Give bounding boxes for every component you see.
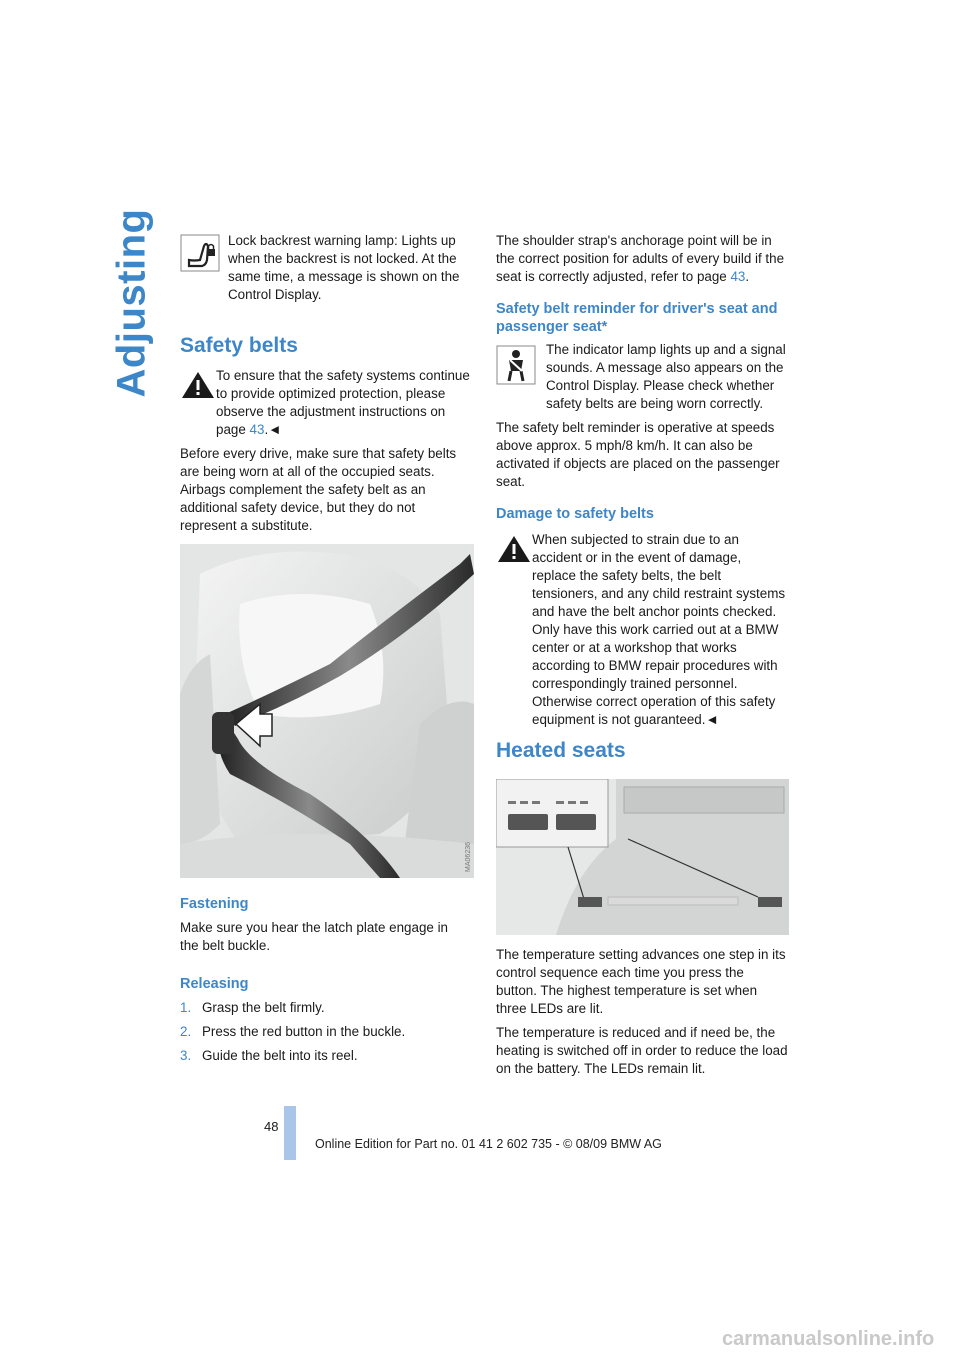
- safety-belts-heading: Safety belts: [180, 334, 298, 357]
- page-link-43[interactable]: 43: [730, 269, 746, 284]
- anchorage-paragraph: The shoulder strap's anchorage point will be in the correct position for adults of every build if the seat is correctly adjusted, refer to page 43.: [496, 233, 785, 284]
- fastening-text: Make sure you hear the latch plate engage in the belt buckle.: [180, 920, 448, 953]
- before-drive-paragraph: Before every drive, make sure that safety belts are being worn at all of the occupied seats. Airbags complement the safety belt as an additional safety device, but they do not represent a substitute.: [180, 446, 457, 533]
- step-item: 2. Press the red button in the buckle.: [180, 1024, 406, 1039]
- belt-reminder-heading: Safety belt reminder for driver's seat and passenger seat*: [496, 301, 778, 335]
- safety-warning-paragraph: To ensure that the safety systems continue to provide optimized protection, please observe the adjustment instructions on page 43.◄: [216, 368, 470, 437]
- heated-seats-illustration: [496, 779, 789, 935]
- lamp-description: Lock backrest warning lamp: Lights up when the backrest is not locked. At the same time, a message is shown on the Control Display.: [228, 233, 460, 302]
- reminder-paragraph: The indicator lamp lights up and a signal sounds. A message also appears on the Control Display. Please check whether safety belts are being worn correctly.: [546, 342, 786, 411]
- page-link-43[interactable]: 43: [249, 422, 265, 437]
- reminder-paragraph-2: The safety belt reminder is operative at speeds above approx. 5 mph/8 km/h. It can also be activated if objects are placed on the passenger seat.: [496, 420, 780, 489]
- watermark: carmanualsonline.info: [722, 1328, 935, 1350]
- figure-code: MA06236: [465, 842, 472, 872]
- step-item: 1. Grasp the belt firmly.: [180, 1000, 325, 1015]
- section-side-title: [108, 208, 156, 398]
- releasing-heading: Releasing: [180, 976, 249, 992]
- seat-belt-illustration: [180, 544, 474, 878]
- page-number: 48: [264, 1119, 279, 1134]
- section-title-text: Adjusting: [109, 208, 154, 398]
- heated-seats-heading: Heated seats: [496, 739, 626, 762]
- damage-heading: Damage to safety belts: [496, 506, 654, 522]
- step-item: 3. Guide the belt into its reel.: [180, 1048, 358, 1063]
- footer-edition-text: Online Edition for Part no. 01 41 2 602 735 - © 08/09 BMW AG: [315, 1137, 662, 1151]
- heated-paragraph-1: The temperature setting advances one step in its control sequence each time you press the button. The highest temperature is set when three LEDs are lit.: [496, 947, 786, 1016]
- fastening-heading: Fastening: [180, 896, 249, 912]
- damage-paragraph: When subjected to strain due to an accident or in the event of damage, replace the safety belts, the belt tensioners, and any child restraint systems and have the belt anchor points checked. Only have this work carried out at a BMW center or at a workshop that works according to BMW repair procedures with correspondingly trained personnel. Otherwise correct operation of this safety equipment is not guaranteed.◄: [532, 532, 786, 727]
- heated-paragraph-2: The temperature is reduced and if need be, the heating is switched off in order to reduce the load on the battery. The LEDs remain lit.: [496, 1025, 788, 1076]
- footer-accent-bar: [284, 1106, 296, 1160]
